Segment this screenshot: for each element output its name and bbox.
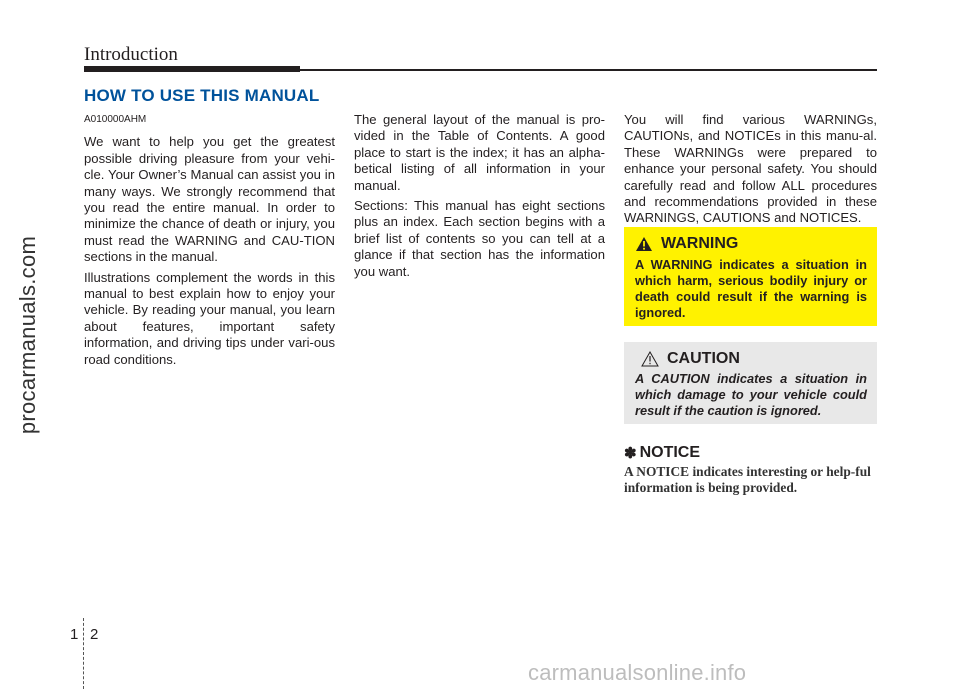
caution-triangle-icon xyxy=(641,351,659,367)
side-watermark-text: procarmanuals.com xyxy=(15,235,40,435)
page-number-divider xyxy=(83,618,84,689)
header-rule-thin xyxy=(300,69,877,71)
warning-title-row xyxy=(635,235,867,253)
paragraph: Illustrations complement the words in this manual to best explain how to enjoy your vehicle. By reading your manual, you learn about features, important safety information, and driving tips under vari-ous road conditions. xyxy=(84,269,335,367)
bottom-watermark: carmanualsonline.info xyxy=(528,660,747,685)
chapter-title: Introduction xyxy=(84,44,178,65)
notice-title-row xyxy=(624,444,700,462)
side-watermark xyxy=(8,170,48,500)
caution-box xyxy=(624,342,877,424)
paragraph: We want to help you get the greatest possible driving pleasure from your vehi-cle. Your Owner’s Manual can assist you in many ways. We strongly recommend that you read the entire manual. In order to minimize the chance of death or injury, you must read the WARNING and CAU-TION sections in the manual. xyxy=(84,134,335,265)
section-code: A010000AHM xyxy=(84,114,147,125)
header-rule-thick xyxy=(84,66,300,72)
notice-text: A NOTICE indicates interesting or help-ful information is being provided. xyxy=(624,464,871,495)
column-3 xyxy=(624,112,877,231)
warning-title: WARNING xyxy=(661,235,739,252)
warning-triangle-icon xyxy=(635,236,653,252)
notice-title: NOTICE xyxy=(639,444,701,461)
notice-mark-icon: ✽ xyxy=(624,445,637,462)
page-number: 2 xyxy=(90,626,99,643)
caution-text: A CAUTION indicates a situation in which damage to your vehicle could result if the caution is ignored. xyxy=(635,371,867,418)
caution-title: CAUTION xyxy=(667,350,740,367)
column-1 xyxy=(84,112,335,372)
paragraph: The general layout of the manual is pro-vided in the Table of Contents. A good place to start is the index; it has an alpha-betical listing of all information in your manual. xyxy=(354,112,605,193)
section-heading: HOW TO USE THIS MANUAL xyxy=(84,86,320,105)
warning-text: A WARNING indicates a situation in which harm, serious bodily injury or death could result if the warning is ignored. xyxy=(635,257,867,320)
paragraph: Sections: This manual has eight sections plus an index. Each section begins with a brief list of contents so you can tell at a glance if that section has the information you want. xyxy=(354,198,605,279)
paragraph: You will find various WARNINGs, CAUTIONs, and NOTICEs in this manu-al. These WARNINGs were prepared to enhance your personal safety. You should carefully read and follow ALL procedures and recommendations provided in these WARNINGS, CAUTIONS and NOTICES. xyxy=(624,112,877,226)
chapter-number: 1 xyxy=(70,626,79,643)
caution-title-row xyxy=(635,350,867,368)
column-2 xyxy=(354,112,605,284)
warning-box xyxy=(624,227,877,326)
